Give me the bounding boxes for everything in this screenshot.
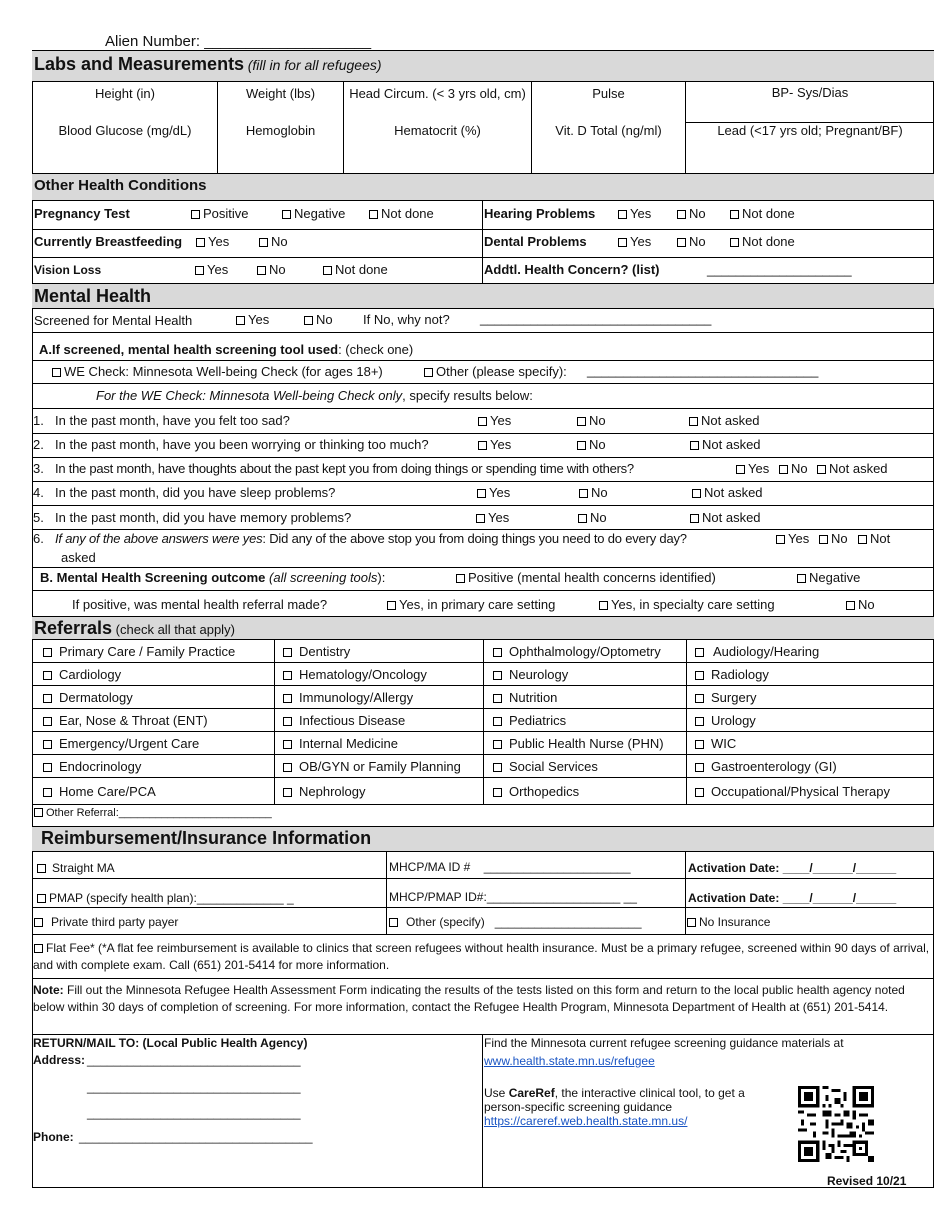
ref-occupational[interactable]: Occupational/Physical Therapy (695, 784, 890, 799)
ref-neurology[interactable]: Neurology (493, 667, 568, 682)
ref-dentistry[interactable]: Dentistry (283, 644, 350, 659)
ref-nutrition[interactable]: Nutrition (493, 690, 557, 705)
dental-label: Dental Problems (484, 234, 587, 249)
q3-no[interactable]: No (779, 461, 808, 476)
ref-internal-med[interactable]: Internal Medicine (283, 736, 398, 751)
lab-height: Height (in) (95, 86, 155, 101)
ref-gastro[interactable]: Gastroenterology (GI) (695, 759, 837, 774)
guidance-link-careref[interactable]: https://careref.web.health.state.mn.us/ (484, 1114, 688, 1128)
ref-wic[interactable]: WIC (695, 736, 736, 751)
we-check-option[interactable]: WE Check: Minnesota Well-being Check (for ages 18+) (52, 364, 383, 379)
pregnancy-positive[interactable]: Positive (191, 206, 249, 221)
no-insurance[interactable]: No Insurance (687, 915, 770, 929)
vision-notdone[interactable]: Not done (323, 262, 388, 277)
q1-text: In the past month, have you felt too sad? (55, 413, 290, 428)
ref-home-care[interactable]: Home Care/PCA (43, 784, 156, 799)
q4-yes[interactable]: Yes (477, 485, 510, 500)
other-tool-blank[interactable]: ________________________________ (587, 363, 819, 378)
ref-endocrinology[interactable]: Endocrinology (43, 759, 141, 774)
screened-label: Screened for Mental Health (34, 313, 193, 328)
referrals-title: Referrals (check all that apply) (34, 618, 235, 638)
ref-urology[interactable]: Urology (695, 713, 756, 728)
screened-yes[interactable]: Yes (236, 312, 269, 327)
activation-date-1[interactable]: Activation Date: ____/______/______ (688, 861, 897, 875)
hearing-no[interactable]: No (677, 206, 706, 221)
ref-dermatology[interactable]: Dermatology (43, 690, 133, 705)
q2-num: 2. (33, 437, 44, 452)
pregnancy-notdone[interactable]: Not done (369, 206, 434, 221)
flat-fee[interactable]: Flat Fee* (*A flat fee reimbursement is available to clinics that screen refugees without health insurance. Must be a primary refugee, screened within 90 days of arrival, and with complete exam. Call (651) 201-5414 for more information. (33, 941, 930, 972)
return-title: RETURN/MAIL TO: (Local Public Health Agency) (33, 1036, 308, 1050)
lab-vitd: Vit. D Total (ng/ml) (555, 123, 662, 138)
alien-number-blank[interactable]: ____________________ (204, 33, 372, 50)
dental-no[interactable]: No (677, 234, 706, 249)
ref-social-services[interactable]: Social Services (493, 759, 598, 774)
outcome-positive[interactable]: Positive (mental health concerns identified) (456, 570, 716, 585)
dental-notdone[interactable]: Not done (730, 234, 795, 249)
vision-no[interactable]: No (257, 262, 286, 277)
q1-no[interactable]: No (577, 413, 606, 428)
guidance-find: Find the Minnesota current refugee screening guidance materials at (484, 1036, 844, 1050)
other-title: Other Health Conditions (34, 177, 207, 194)
q4-num: 4. (33, 485, 44, 500)
hearing-yes[interactable]: Yes (618, 206, 651, 221)
q6-yes[interactable]: Yes (776, 531, 809, 546)
q1-notasked[interactable]: Not asked (689, 413, 760, 428)
ref-audiology[interactable]: Audiology/Hearing (695, 644, 819, 659)
lab-weight: Weight (lbs) (245, 86, 316, 101)
breastfeeding-label: Currently Breastfeeding (34, 234, 183, 249)
q4-notasked[interactable]: Not asked (692, 485, 763, 500)
mhcp-pmap-id[interactable]: MHCP/PMAP ID#:____________________ __ (389, 890, 637, 904)
lab-glucose: Blood Glucose (mg/dL) (58, 123, 192, 138)
ref-immunology[interactable]: Immunology/Allergy (283, 690, 413, 705)
q3-num: 3. (33, 461, 44, 476)
q4-text: In the past month, did you have sleep problems? (55, 485, 336, 500)
pregnancy-label: Pregnancy Test (34, 206, 130, 221)
q4-no[interactable]: No (579, 485, 608, 500)
ref-orthopedics[interactable]: Orthopedics (493, 784, 579, 799)
hearing-notdone[interactable]: Not done (730, 206, 795, 221)
q6-asked-wrap: asked (61, 550, 96, 565)
other-tool-option[interactable]: Other (please specify): (424, 364, 567, 379)
q5-num: 5. (33, 510, 44, 525)
ref-cardiology[interactable]: Cardiology (43, 667, 121, 682)
guidance-link-refugee[interactable]: www.health.state.mn.us/refugee (484, 1054, 655, 1068)
pregnancy-negative[interactable]: Negative (282, 206, 345, 221)
alien-number-label: Alien Number: (105, 33, 201, 50)
for-we-check: For the WE Check: Minnesota Well-being Check only, specify results below: (96, 388, 533, 403)
tool-used: A.If screened, mental health screening tool used: (check one) (39, 342, 414, 357)
ref-emergency[interactable]: Emergency/Urgent Care (43, 736, 199, 751)
q6-num: 6. (33, 531, 44, 546)
referral-specialty[interactable]: Yes, in specialty care setting (599, 597, 775, 612)
ref-phn[interactable]: Public Health Nurse (PHN) (493, 736, 664, 751)
ref-pediatrics[interactable]: Pediatrics (493, 713, 566, 728)
lab-pulse: Pulse (592, 86, 625, 101)
activation-date-2[interactable]: Activation Date: ____/______/______ (688, 891, 897, 905)
lab-hemoglobin: Hemoglobin (245, 123, 316, 138)
q3-text: In the past month, have thoughts about the past kept you from doing things or spending time with others? (55, 461, 634, 476)
q2-text: In the past month, have you been worrying or thinking too much? (55, 437, 429, 452)
q5-notasked[interactable]: Not asked (690, 510, 761, 525)
ref-infectious[interactable]: Infectious Disease (283, 713, 405, 728)
lab-bp: BP- Sys/Dias (771, 85, 849, 100)
q2-no[interactable]: No (577, 437, 606, 452)
referral-primary[interactable]: Yes, in primary care setting (387, 597, 555, 612)
ref-nephrology[interactable]: Nephrology (283, 784, 366, 799)
address-label: Address: (33, 1053, 86, 1067)
address-line-1[interactable]: ________________________________ (87, 1053, 301, 1067)
hearing-label: Hearing Problems (484, 206, 596, 221)
ref-ent[interactable]: Ear, Nose & Throat (ENT) (43, 713, 208, 728)
screened-no[interactable]: No (304, 312, 333, 327)
ref-ophthalmology[interactable]: Ophthalmology/Optometry (493, 644, 661, 659)
referral-no[interactable]: No (846, 597, 875, 612)
lab-hematocrit: Hematocrit (%) (394, 123, 481, 138)
private-payer[interactable]: Private third party payer (34, 915, 178, 929)
q1-num: 1. (33, 413, 44, 428)
ref-radiology[interactable]: Radiology (695, 667, 769, 682)
ref-primary-care[interactable]: Primary Care / Family Practice (43, 644, 235, 659)
q3-notasked[interactable]: Not asked (817, 461, 888, 476)
addtl-label: Addtl. Health Concern? (list) (484, 262, 660, 277)
q1-yes[interactable]: Yes (478, 413, 511, 428)
ref-obgyn[interactable]: OB/GYN or Family Planning (283, 759, 461, 774)
breastfeeding-yes[interactable]: Yes (196, 234, 229, 249)
alien-number[interactable] (105, 33, 371, 50)
other-ins[interactable]: Other (specify) ______________________ (389, 915, 642, 929)
revised-date: Revised 10/21 (827, 1174, 907, 1188)
note-text: Note: Fill out the Minnesota Refugee Health Assessment Form indicating the results of the tests listed on this form and return to the local public health agency noted below within 30 days of completion of screening. For more information, contact the Refugee Health Program, Minnesota Department of Health at (651) 201-5414. (33, 983, 905, 1014)
q5-no[interactable]: No (578, 510, 607, 525)
breastfeeding-no[interactable]: No (259, 234, 288, 249)
q2-yes[interactable]: Yes (478, 437, 511, 452)
mental-title: Mental Health (34, 286, 152, 306)
addtl-blank[interactable]: ____________________ (707, 262, 852, 277)
qr-code[interactable] (798, 1086, 874, 1162)
q6-no[interactable]: No (819, 531, 848, 546)
vision-label: Vision Loss (34, 263, 102, 277)
guidance-careref: Use CareRef, the interactive clinical tool, to get a person-specific screening guidance (484, 1086, 745, 1114)
straight-ma[interactable]: Straight MA (37, 861, 115, 875)
q2-notasked[interactable]: Not asked (690, 437, 761, 452)
q5-text: In the past month, did you have memory problems? (55, 510, 352, 525)
pmap[interactable]: PMAP (specify health plan):_____________ _ (37, 891, 294, 905)
referral-question: If positive, was mental health referral made? (72, 597, 328, 612)
vision-yes[interactable]: Yes (195, 262, 228, 277)
address-line-2[interactable]: ________________________________ (87, 1080, 301, 1094)
why-not-blank[interactable]: ________________________________ (480, 311, 712, 326)
lab-head-circum: Head Circum. (< 3 yrs old, cm) (349, 86, 526, 101)
lab-lead: Lead (<17 yrs old; Pregnant/BF) (717, 123, 903, 138)
reimb-title: Reimbursement/Insurance Information (41, 828, 372, 848)
q5-yes[interactable]: Yes (476, 510, 509, 525)
why-not-label: If No, why not? (363, 312, 450, 327)
q3-yes[interactable]: Yes (736, 461, 769, 476)
q6-notasked[interactable]: Not (858, 531, 890, 546)
labs-title: Labs and Measurements (fill in for all refugees) (34, 54, 382, 74)
mental-header (32, 283, 934, 309)
ref-hematology[interactable]: Hematology/Oncology (283, 667, 427, 682)
mhcp-ma-id[interactable]: MHCP/MA ID # ______________________ (389, 860, 631, 874)
ref-surgery[interactable]: Surgery (695, 690, 757, 705)
dental-yes[interactable]: Yes (618, 234, 651, 249)
address-line-3[interactable]: ________________________________ (87, 1106, 301, 1120)
phone-blank[interactable]: ___________________________________ (79, 1130, 313, 1144)
q6-text: If any of the above answers were yes: Did any of the above stop you from doing things you need to do every day? (55, 531, 687, 546)
phone-label: Phone: (33, 1130, 74, 1144)
ref-other[interactable]: Other Referral:_________________________ (34, 807, 272, 819)
outcome-label: B. Mental Health Screening outcome (all screening tools): (40, 570, 386, 585)
outcome-negative[interactable]: Negative (797, 570, 860, 585)
